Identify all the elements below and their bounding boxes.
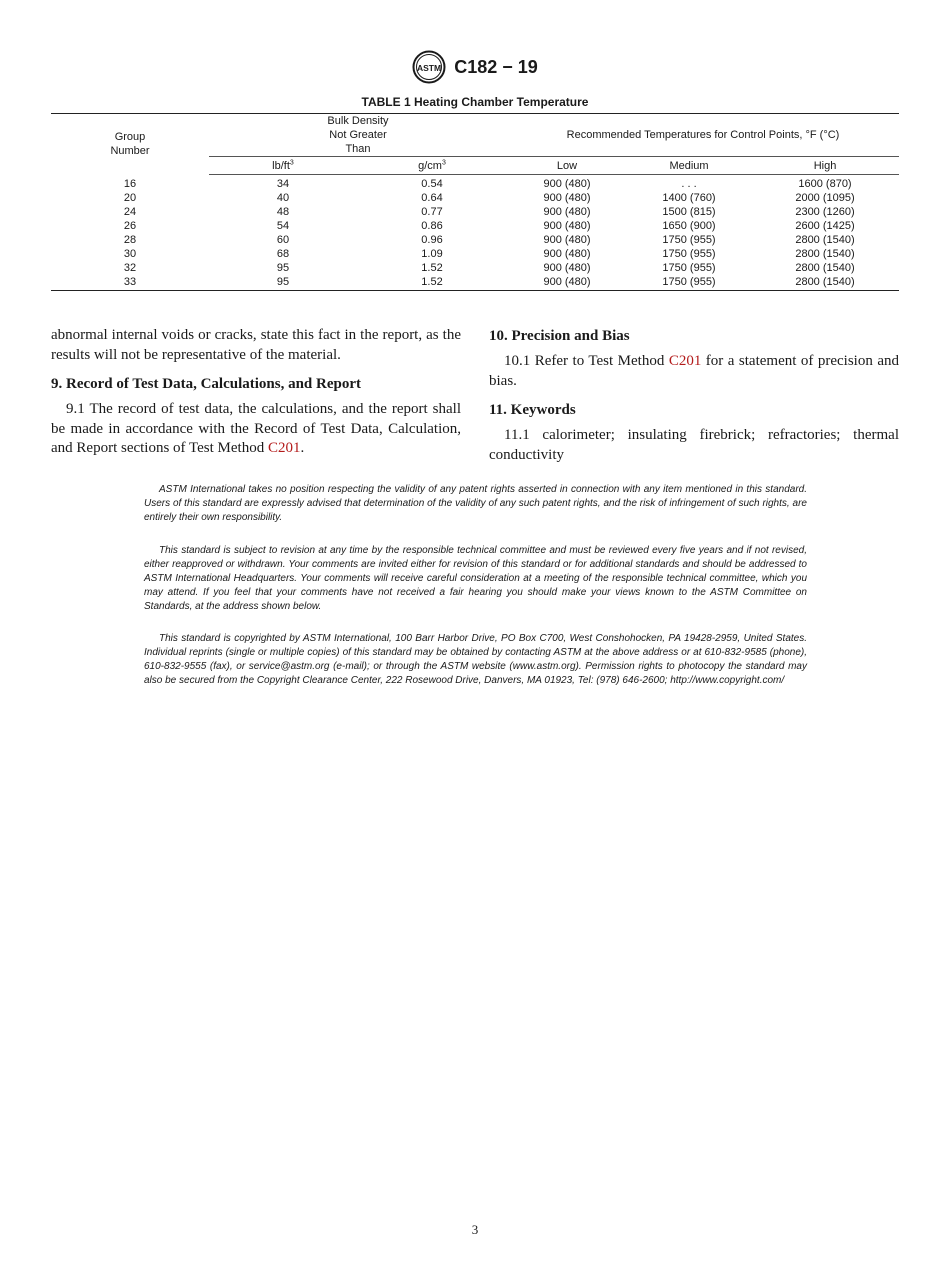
table-row bbox=[51, 261, 899, 275]
cell-low: 900 (480) bbox=[543, 234, 591, 246]
patent-notice: ASTM International takes no position respecting the validity of any patent rights asserted in connection with any item mentioned in this standard. Users of this standard are expressly advised that determination of the validity of any such patent rights, and the risk of infringement of such rights, are entirely their own responsibility. bbox=[144, 484, 807, 523]
cell-medium: 1500 (815) bbox=[662, 206, 716, 218]
cell-medium: 1750 (955) bbox=[662, 248, 716, 260]
paragraph-9-1: 9.1 The record of test data, the calculations, and the report shall be made in accordance with the Record of Test Data, Calculation, and Report sections of Test Method C201. bbox=[51, 401, 461, 456]
cell-low: 900 (480) bbox=[543, 178, 591, 190]
header-lbft3: $lb/ft^3$ bbox=[209, 157, 357, 175]
cell-low: 900 (480) bbox=[543, 262, 591, 274]
header-group-number: Group Number bbox=[51, 114, 209, 175]
cell-medium: . . . bbox=[681, 178, 697, 190]
heating-chamber-temperature-table bbox=[51, 113, 899, 291]
cell-group: 32 bbox=[123, 262, 137, 274]
table-row bbox=[51, 219, 899, 233]
left-column bbox=[51, 326, 461, 459]
paragraph-10-1: 10.1 Refer to Test Method C201 for a statement of precision and bias. bbox=[489, 353, 899, 389]
cell-lbft3: 68 bbox=[276, 248, 290, 260]
section-9-heading: 9. Record of Test Data, Calculations, and Report bbox=[51, 376, 361, 392]
cell-lbft3: 95 bbox=[209, 275, 357, 291]
cell-high: 1600 (870) bbox=[798, 178, 852, 190]
document-designation: C182 − 19 bbox=[454, 56, 538, 77]
cell-low: 900 (480) bbox=[543, 206, 591, 218]
cell-medium: 1750 (955) bbox=[662, 234, 716, 246]
cell-low: 900 (480) bbox=[507, 275, 627, 291]
cell-gcm3: 1.52 bbox=[357, 275, 507, 291]
table-row bbox=[51, 175, 899, 192]
c201-link[interactable]: C201 bbox=[668, 353, 702, 369]
table-row bbox=[51, 233, 899, 247]
cell-gcm3: 0.77 bbox=[421, 206, 443, 218]
table-title: TABLE 1 Heating Chamber Temperature bbox=[361, 95, 589, 109]
cell-high: 2800 (1540) bbox=[795, 262, 855, 274]
cell-medium: 1750 (955) bbox=[662, 262, 716, 274]
revision-notice: This standard is subject to revision at any time by the responsible technical committee and must be reviewed every five years and if not revised, either reapproved or withdrawn. Your comments are invited either for revision of this standard or for additional standards and should be addressed to ASTM International Headquarters. Your comments will receive careful consideration at a meeting of the responsible technical committee, which you may attend. If you feel that your comments have not received a fair hearing you should make your views known to the ASTM Committee on Standards, at the address shown below. bbox=[144, 545, 807, 612]
table-row bbox=[51, 247, 899, 261]
cell-high: 2000 (1095) bbox=[795, 192, 855, 204]
cell-medium: 1650 (900) bbox=[662, 220, 716, 232]
cell-gcm3: 0.64 bbox=[421, 192, 443, 204]
cell-gcm3: 1.09 bbox=[421, 248, 443, 260]
header-medium: Medium bbox=[627, 157, 751, 175]
cell-lbft3: 95 bbox=[276, 262, 290, 274]
header-bulk-density: Bulk Density Not Greater Than bbox=[209, 114, 507, 157]
cell-lbft3: 48 bbox=[276, 206, 290, 218]
copyright-notice: This standard is copyrighted by ASTM International, 100 Barr Harbor Drive, PO Box C700, West Conshohocken, PA 19428-2959, United States. Individual reprints (single or multiple copies) of this standard may be obtained by contacting ASTM at the above address or at 610-832-9585 (phone), 610-832-9555 (fax), or service@astm.org (e-mail); or through the ASTM website (www.astm.org). Permission rights to photocopy the standard may also be secured from the Copyright Clearance Center, 222 Rosewood Drive, Danvers, MA 01923, Tel: (978) 646-2600; http://www.copyright.com/ bbox=[144, 633, 807, 686]
header-gcm3: $g/cm^3$ bbox=[357, 157, 507, 175]
astm-logo-icon bbox=[412, 50, 446, 84]
cell-group: 20 bbox=[123, 192, 137, 204]
header-high: High bbox=[751, 157, 899, 175]
page-number: 3 bbox=[471, 1222, 479, 1237]
cell-high: 2800 (1540) bbox=[795, 234, 855, 246]
cell-group: 16 bbox=[123, 177, 137, 190]
cell-group: 26 bbox=[123, 220, 137, 232]
page-header bbox=[0, 50, 950, 84]
cell-high: 2600 (1425) bbox=[795, 220, 855, 232]
section-11-heading: 11. Keywords bbox=[489, 402, 576, 418]
cell-high: 2800 (1540) bbox=[795, 248, 855, 260]
cell-group: 33 bbox=[51, 275, 209, 291]
cell-high: 2300 (1260) bbox=[795, 206, 855, 218]
paragraph-11-1: 11.1 calorimeter; insulating firebrick; refractories; thermal conductivity bbox=[489, 427, 899, 463]
cell-group: 30 bbox=[123, 248, 137, 260]
cell-lbft3: 34 bbox=[276, 178, 290, 190]
cell-gcm3: 0.54 bbox=[421, 178, 443, 190]
cell-low: 900 (480) bbox=[543, 192, 591, 204]
cell-medium: 1400 (760) bbox=[662, 192, 716, 204]
cell-group: 24 bbox=[123, 206, 137, 218]
cell-low: 900 (480) bbox=[543, 220, 591, 232]
table-row bbox=[51, 205, 899, 219]
cell-gcm3: 0.96 bbox=[421, 234, 443, 246]
cell-medium: 1750 (955) bbox=[627, 275, 751, 291]
cell-gcm3: 1.52 bbox=[421, 262, 443, 274]
cell-lbft3: 40 bbox=[276, 192, 290, 204]
cell-high: 2800 (1540) bbox=[751, 275, 899, 291]
continuation-paragraph: abnormal internal voids or cracks, state this fact in the report, as the results will not be representative of the material. bbox=[51, 327, 461, 363]
table-row bbox=[51, 275, 899, 291]
logo-text: ASTM bbox=[417, 63, 442, 73]
cell-low: 900 (480) bbox=[543, 248, 591, 260]
section-10-heading: 10. Precision and Bias bbox=[489, 328, 630, 344]
cell-lbft3: 60 bbox=[276, 234, 290, 246]
header-low: Low bbox=[507, 157, 627, 175]
cell-gcm3: 0.86 bbox=[421, 220, 443, 232]
table-row bbox=[51, 191, 899, 205]
c201-link[interactable]: C201 bbox=[267, 440, 301, 456]
header-recommended-temperatures: Recommended Temperatures for Control Points, °F (°C) bbox=[507, 114, 899, 157]
cell-lbft3: 54 bbox=[276, 220, 290, 232]
right-column bbox=[489, 326, 899, 465]
cell-group: 28 bbox=[123, 234, 137, 246]
